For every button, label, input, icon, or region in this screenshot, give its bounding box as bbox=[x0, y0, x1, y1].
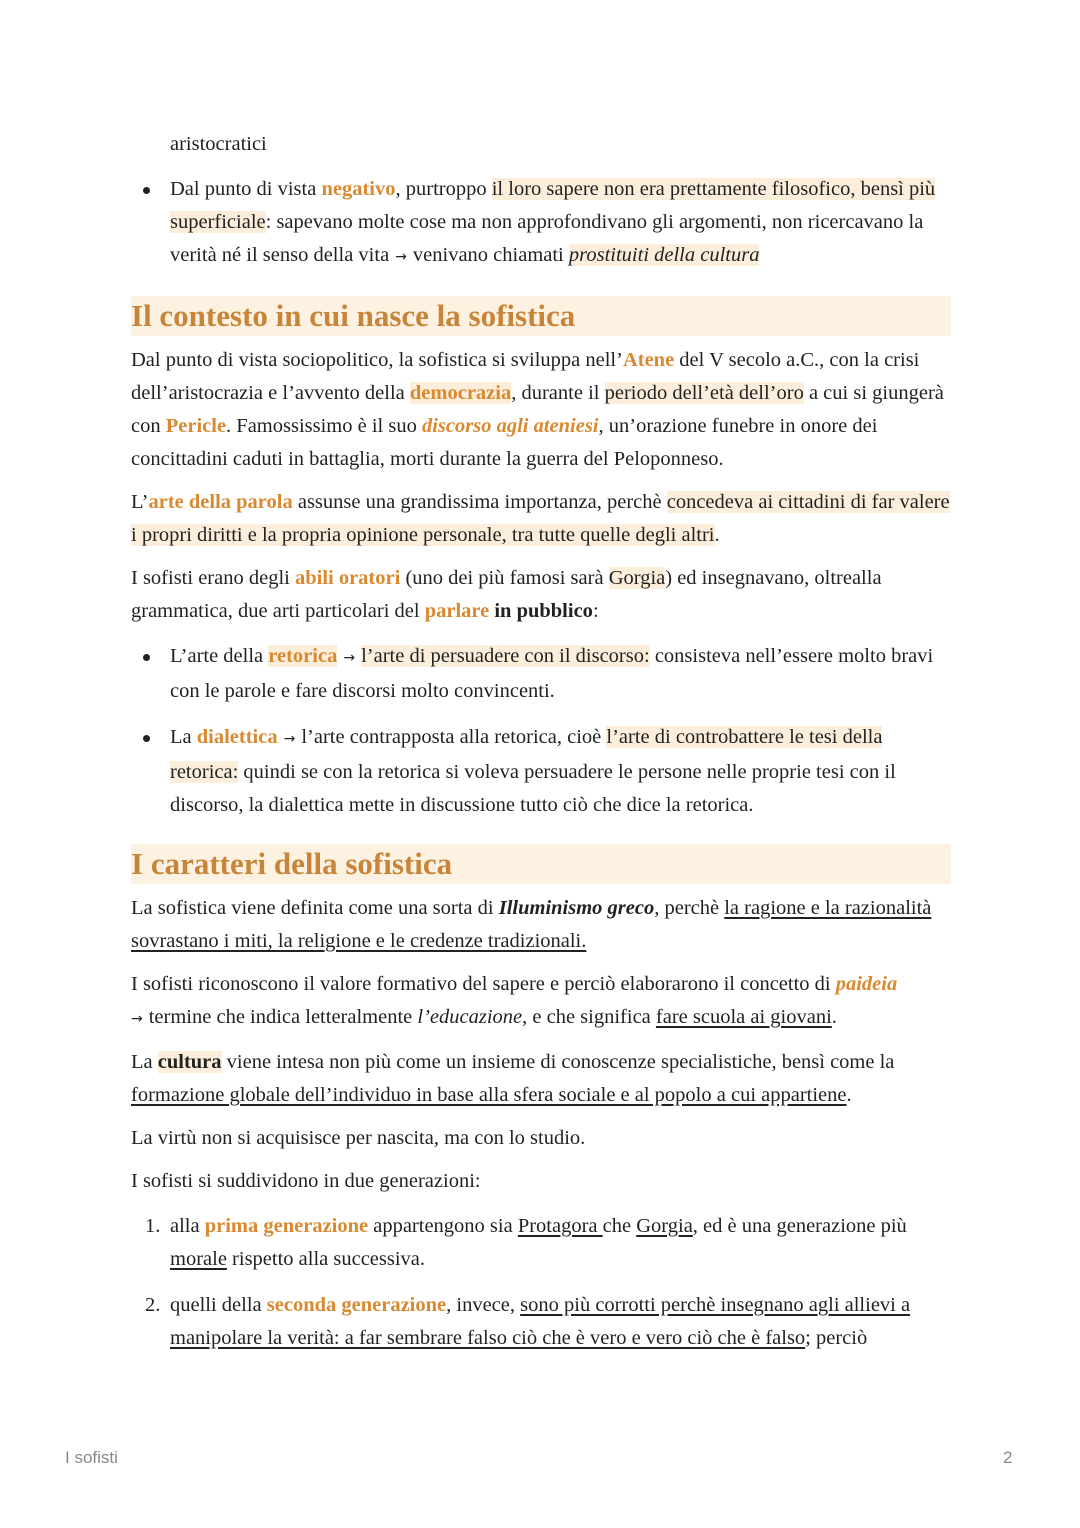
paragraph: La virtù non si acquisisce per nascita, ma con lo studio. bbox=[131, 1127, 586, 1149]
footer-document-title: I sofisti bbox=[65, 1448, 118, 1467]
highlight: il loro sapere non era prettamente filosofico, bensì più superficiale bbox=[170, 178, 936, 233]
paragraph: I sofisti erano degli abili oratori (uno dei più famosi sarà Gorgia) ed insegnavano, oltrealla grammatica, due arti particolari del parlare in pubblico: bbox=[131, 567, 882, 622]
section-title: I caratteri della sofistica bbox=[131, 844, 951, 884]
paragraph: L’arte della parola assunse una grandissima importanza, perchè concedeva ai cittadini di far valere i propri diritti e la propria opinione personale, tra tutte quelle degli altri. bbox=[131, 491, 950, 546]
list-item: Dal punto di vista negativo, purtroppo il loro sapere non era prettamente filosofico, bensì più superficiale: sapevano molte cose ma non approfondivano gli argomenti, non ricercavano la verità né il senso della vita → venivano chiamati prostituiti della cultura bbox=[131, 173, 951, 274]
paragraph: I sofisti si suddividono in due generazioni: bbox=[131, 1170, 481, 1192]
bullet-list-top bbox=[131, 173, 951, 274]
paragraph: I sofisti riconoscono il valore formativo del sapere e perciò elaborarono il concetto di paideia → termine che indica letteralmente l’educazione, e che significa fare scuola ai giovani. bbox=[131, 973, 898, 1028]
footer-page-number: 2 bbox=[1003, 1448, 1013, 1467]
arrow-icon: → bbox=[343, 650, 356, 666]
section-heading-caratteri bbox=[131, 844, 951, 884]
paragraph: Dal punto di vista sociopolitico, la sofistica si sviluppa nell’Atene del V secolo a.C., con la crisi dell’aristocrazia e l’avvento della democrazia, durante il periodo dell’età dell’oro a cui si giungerà con Pericle. Famossissimo è il suo discorso agli ateniesi, un’orazione funebre in onore dei concittadini caduti in battaglia, morti durante la guerra del Peloponneso. bbox=[131, 349, 944, 470]
continuation-text: aristocratici bbox=[170, 133, 267, 155]
list-item: L’arte della retorica → l’arte di persuadere con il discorso: consisteva nell’essere molto bravi con le parole e fare discorsi molto convincenti. bbox=[131, 640, 951, 708]
document-body bbox=[131, 128, 951, 1368]
list-item: 2. quelli della seconda generazione, invece, sono più corrotti perchè insegnano agli allievi a manipolare la verità: a far sembrare falso ciò che è vero e vero ciò che è falso; perciò bbox=[145, 1294, 911, 1349]
ordered-list-generazioni bbox=[131, 1210, 951, 1355]
list-item: 1. alla prima generazione appartengono sia Protagora che Gorgia, ed è una generazione più morale rispetto alla successiva. bbox=[145, 1215, 907, 1270]
paragraph: La cultura viene intesa non più come un insieme di conoscenze specialistiche, bensì come la formazione globale dell’individuo in base alla sfera sociale e al popolo a cui appartiene. bbox=[131, 1051, 895, 1106]
arrow-icon: → bbox=[131, 1011, 143, 1027]
section-title: Il contesto in cui nasce la sofistica bbox=[131, 296, 951, 336]
paragraph: La sofistica viene definita come una sorta di Illuminismo greco, perchè la ragione e la razionalità sovrastano i miti, la religione e le credenze tradizionali. bbox=[131, 897, 932, 952]
section-heading-contesto bbox=[131, 296, 951, 336]
list-item: La dialettica → l’arte contrapposta alla retorica, cioè l’arte di controbattere le tesi della retorica: quindi se con la retorica si voleva persuadere le persone nelle proprie tesi con il discorso, la dialettica mette in discussione tutto ciò che dice la retorica. bbox=[131, 721, 951, 822]
keyword-negativo: negativo bbox=[321, 178, 396, 200]
highlight: prostituiti della cultura bbox=[568, 244, 760, 266]
arrow-icon: → bbox=[283, 731, 296, 747]
bullet-list-arti bbox=[131, 640, 951, 822]
arrow-icon: → bbox=[395, 249, 407, 265]
